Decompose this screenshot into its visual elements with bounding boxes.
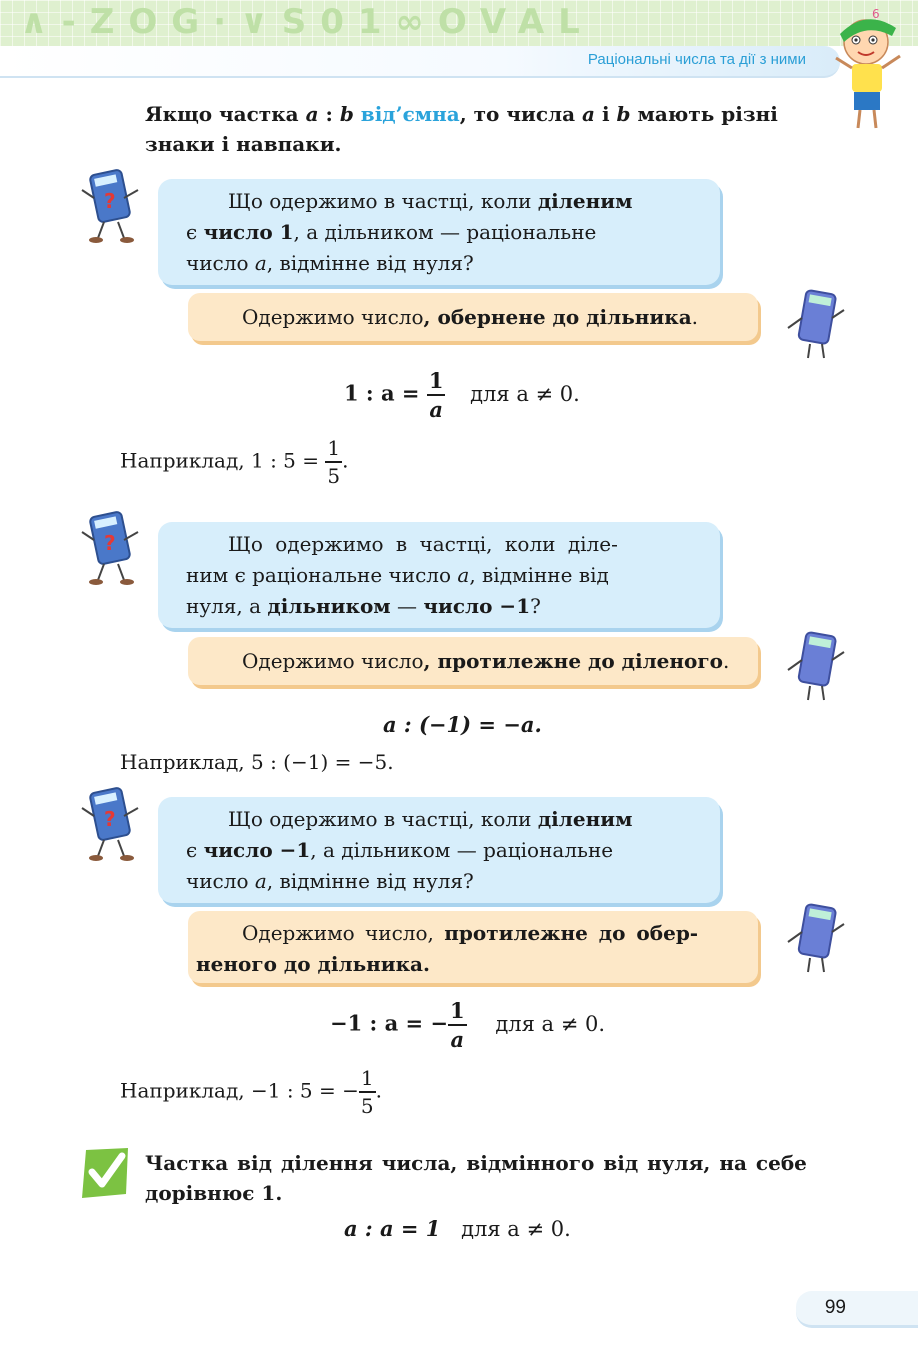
rule-sign-text: , то числа [459, 102, 583, 126]
question-bubble-2 [158, 522, 720, 628]
example-label: Наприклад, 1 : 5 = [120, 448, 326, 473]
question-bubble-3 [158, 797, 720, 903]
formula-inverse [344, 370, 580, 420]
calculator-answer-mascot-icon [784, 630, 850, 706]
answer-text-2 [188, 637, 758, 677]
text: число [186, 251, 255, 275]
svg-text:?: ? [104, 189, 116, 213]
rule-sign-paragraph [145, 99, 845, 159]
formula-self [344, 1216, 571, 1241]
text: Одержимо число, [242, 921, 445, 945]
var-a: a [582, 102, 595, 126]
calculator-answer-mascot-icon [784, 288, 850, 364]
rule-sign-text: Якщо частка [145, 102, 306, 126]
checkmark-icon [78, 1146, 132, 1200]
text-bold: , обернене до дільника [423, 305, 692, 329]
answer-text-1 [188, 293, 758, 333]
page-number: 99 [824, 1297, 846, 1318]
rule-sign-text: і [595, 102, 617, 126]
text: — [390, 594, 424, 618]
fraction [448, 1000, 467, 1050]
fraction-numerator: 1 [428, 368, 444, 393]
svg-text:?: ? [104, 531, 116, 555]
var-b: b [339, 102, 354, 126]
fraction-numerator: 1 [327, 436, 341, 460]
text-bold: діленим [537, 189, 633, 213]
text: . [342, 448, 349, 473]
text: , відмінне від нуля? [266, 251, 474, 275]
text: , а дільником — раціональне [293, 220, 597, 244]
answer-bubble-3 [188, 911, 758, 983]
text: Що одержимо в частці, коли [228, 807, 538, 831]
answer-bubble-1 [188, 293, 758, 341]
text-bold: неного до дільника. [196, 952, 430, 976]
formula-opposite-inverse [330, 1000, 605, 1050]
text-bold: , протилежне до діленого [423, 649, 723, 673]
section-title: Раціональні числа та дії з ними [587, 51, 806, 68]
text: . [722, 649, 730, 673]
text: нуля, а [186, 594, 268, 618]
text: Одержимо число [242, 649, 424, 673]
question-text-1 [158, 179, 720, 279]
calculator-question-mascot-icon [80, 168, 150, 246]
example-label: Наприклад, −1 : 5 = − [120, 1078, 359, 1103]
text: ? [530, 594, 541, 618]
rule-self-line1: Частка від ділення числа, відмінного від нуля, на себе [145, 1151, 807, 1175]
rule-sign-text: мають різні [630, 102, 778, 126]
formula-left: −1 : a = − [330, 1010, 449, 1036]
page-number-tab [796, 1291, 918, 1328]
question-bubble-1 [158, 179, 720, 285]
var-b: b [616, 102, 631, 126]
rule-sign-line2: знаки і навпаки. [145, 132, 342, 156]
text-bold: число −1 [203, 838, 311, 862]
answer-bubble-2 [188, 637, 758, 685]
text: , відмінне від нуля? [266, 869, 474, 893]
formula-left: 1 : a = [344, 380, 427, 406]
formula-condition: для a ≠ 0. [461, 1217, 571, 1241]
fraction [359, 1068, 376, 1116]
fraction-denominator: a [427, 394, 446, 420]
text: число [186, 869, 255, 893]
text-bold: число −1 [423, 594, 531, 618]
fraction-numerator: 1 [360, 1066, 374, 1090]
var-a: a [305, 102, 319, 126]
text: Що одержимо в частці, коли діле- [228, 532, 618, 556]
fraction-denominator: 5 [325, 461, 342, 486]
text: є [186, 838, 204, 862]
formula-opposite: a : (−1) = −a. [383, 712, 542, 737]
formula-condition: для a ≠ 0. [470, 381, 580, 406]
var-a: a [457, 563, 470, 587]
colon: : [318, 102, 340, 126]
text-bold: діленим [537, 807, 633, 831]
text-bold: дільником [267, 594, 391, 618]
rule-self-line2: дорівнює 1. [145, 1181, 283, 1205]
header-decor-symbols: ∧-ZOG·∨S01∞OVAL [20, 2, 594, 42]
example-1 [120, 438, 348, 486]
svg-text:?: ? [104, 807, 116, 831]
calculator-question-mascot-icon [80, 786, 150, 864]
text-bold: число 1 [203, 220, 294, 244]
example-2: Наприклад, 5 : (−1) = −5. [120, 750, 394, 774]
text: , а дільником — раціональне [310, 838, 614, 862]
var-a: a [254, 251, 267, 275]
rule-sign-highlight: від’ємна [360, 102, 460, 126]
text-bold: протилежне до обер- [444, 921, 699, 945]
example-3 [120, 1068, 382, 1116]
calculator-question-mascot-icon [80, 510, 150, 588]
text: ним є раціональне число [186, 563, 458, 587]
fraction-denominator: a [448, 1024, 467, 1050]
header-badge: 6 [872, 7, 880, 21]
rule-self-paragraph [145, 1148, 850, 1208]
text: Що одержимо в частці, коли [228, 189, 538, 213]
text: . [691, 305, 699, 329]
fraction [325, 438, 342, 486]
var-a: a [254, 869, 267, 893]
text: є [186, 220, 204, 244]
text: . [375, 1078, 382, 1103]
formula-condition: для a ≠ 0. [495, 1011, 606, 1036]
formula-main: a : a = 1 [344, 1216, 441, 1241]
fraction [427, 370, 446, 420]
question-text-3 [158, 797, 720, 897]
text: , відмінне від [469, 563, 609, 587]
text: Одержимо число [242, 305, 424, 329]
fraction-denominator: 5 [359, 1091, 376, 1116]
fraction-numerator: 1 [450, 998, 465, 1023]
calculator-answer-mascot-icon [784, 902, 850, 978]
question-text-2 [158, 522, 720, 622]
answer-text-3 [188, 911, 758, 980]
